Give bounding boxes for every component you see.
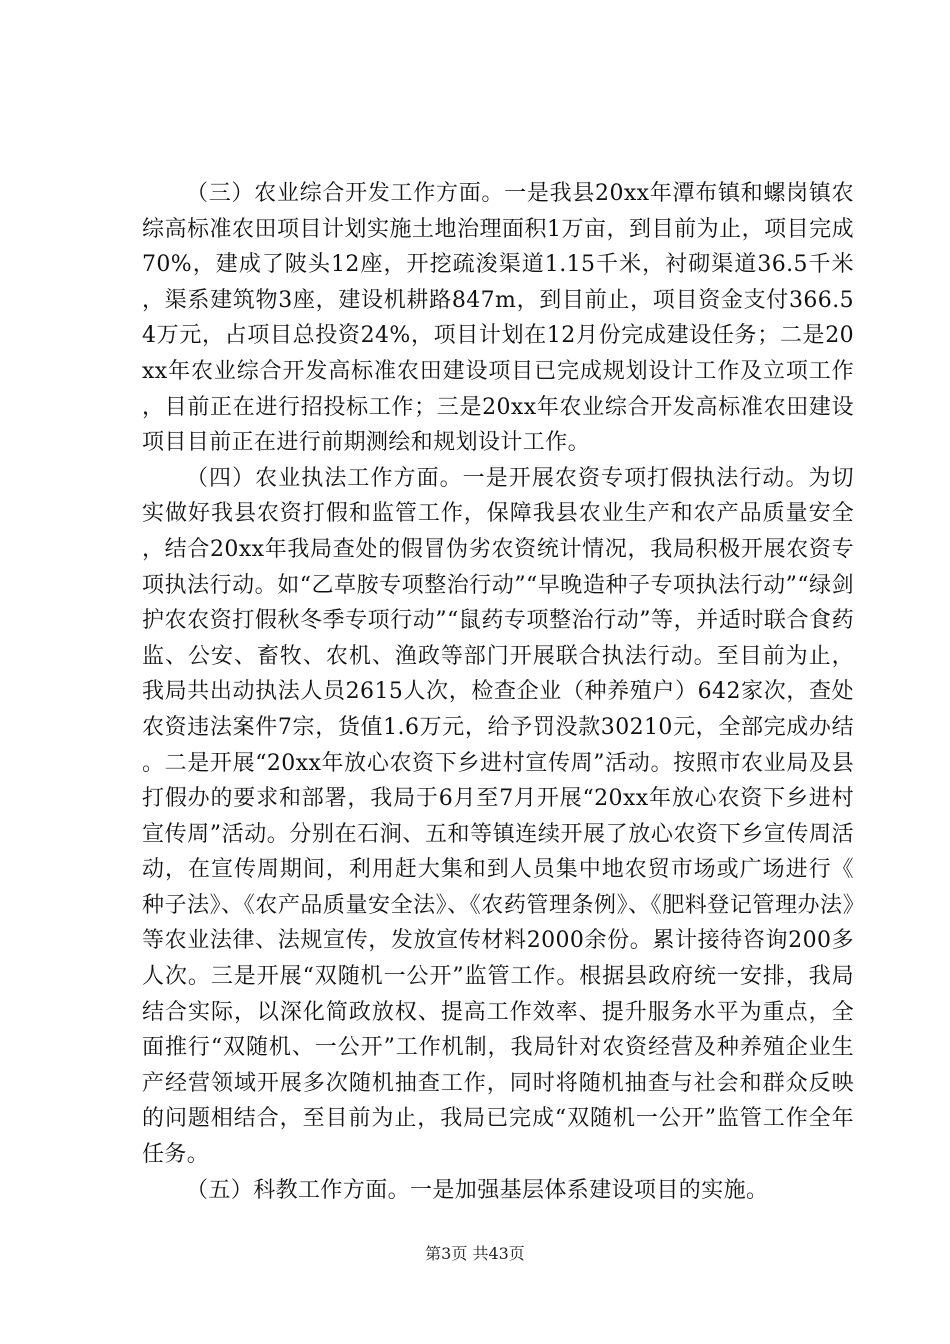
paragraph-agricultural-law-enforcement: （四）农业执法工作方面。一是开展农资专项打假执法行动。为切实做好我县农资打假和监管工作，保障我县农业生产和农产品质量安全，结合20xx年我局查处的假冒伪劣农资统计情况，我局积极开展农资专项执法行动。如“乙草胺专项整治行动”“早晚造种子专项执法行动”“绿剑护农农资打假秋冬季专项行动”“鼠药专项整治行动”等，并适时联合食药监、公安、畜牧、农机、渔政等部门开展联合执法行动。至目前为止，我局共出动执法人员2615人次，检查企业（种养殖户）642家次，查处农资违法案件7宗，货值1.6万元，给予罚没款30210元，全部完成办结。二是开展“20xx年放心农资下乡进村宣传周”活动。按照市农业局及县打假办的要求和部署，我局于6月至7月开展“20xx年放心农资下乡进村宣传周”活动。分别在石涧、五和等镇连续开展了放心农资下乡宣传周活动，在宣传周期间，利用赶大集和到人员集中地农贸市场或广场进行《种子法》、《农产品质量安全法》、《农药管理条例》、《肥料登记管理办法》等农业法律、法规宣传，发放宣传材料2000余份。累计接待咨询200多人次。三是开展“双随机一公开”监管工作。根据县政府统一安排，我局结合实际，以深化简政放权、提高工作效率、提升服务水平为重点，全面推行“双随机、一公开”工作机制，我局针对农资经营及种养殖企业生产经营领域开展多次随机抽查工作，同时将随机抽查与社会和群众反映的问题相结合，至目前为止，我局已完成“双随机一公开”监管工作全年任务。	[142, 465, 854, 1168]
paragraph-science-education: （五）科教工作方面。一是加强基层体系建设项目的实施。	[186, 1177, 769, 1203]
document-body	[142, 176, 854, 1208]
page-number-footer: 第3页 共43页	[425, 1244, 525, 1263]
paragraph-agricultural-development: （三）农业综合开发工作方面。一是我县20xx年潭布镇和螺岗镇农综高标准农田项目计划实施土地治理面积1万亩，到目前为止，项目完成70%，建成了陂头12座，开挖疏浚渠道1.15千米，衬砌渠道36.5千米，渠系建筑物3座，建设机耕路847m，到目前止，项目资金支付366.54万元，占项目总投资24%，项目计划在12月份完成建设任务；二是20xx年农业综合开发高标准农田建设项目已完成规划设计工作及立项工作，目前正在进行招投标工作；三是20xx年农业综合开发高标准农田建设项目目前正在进行前期测绘和规划设计工作。	[142, 181, 854, 456]
